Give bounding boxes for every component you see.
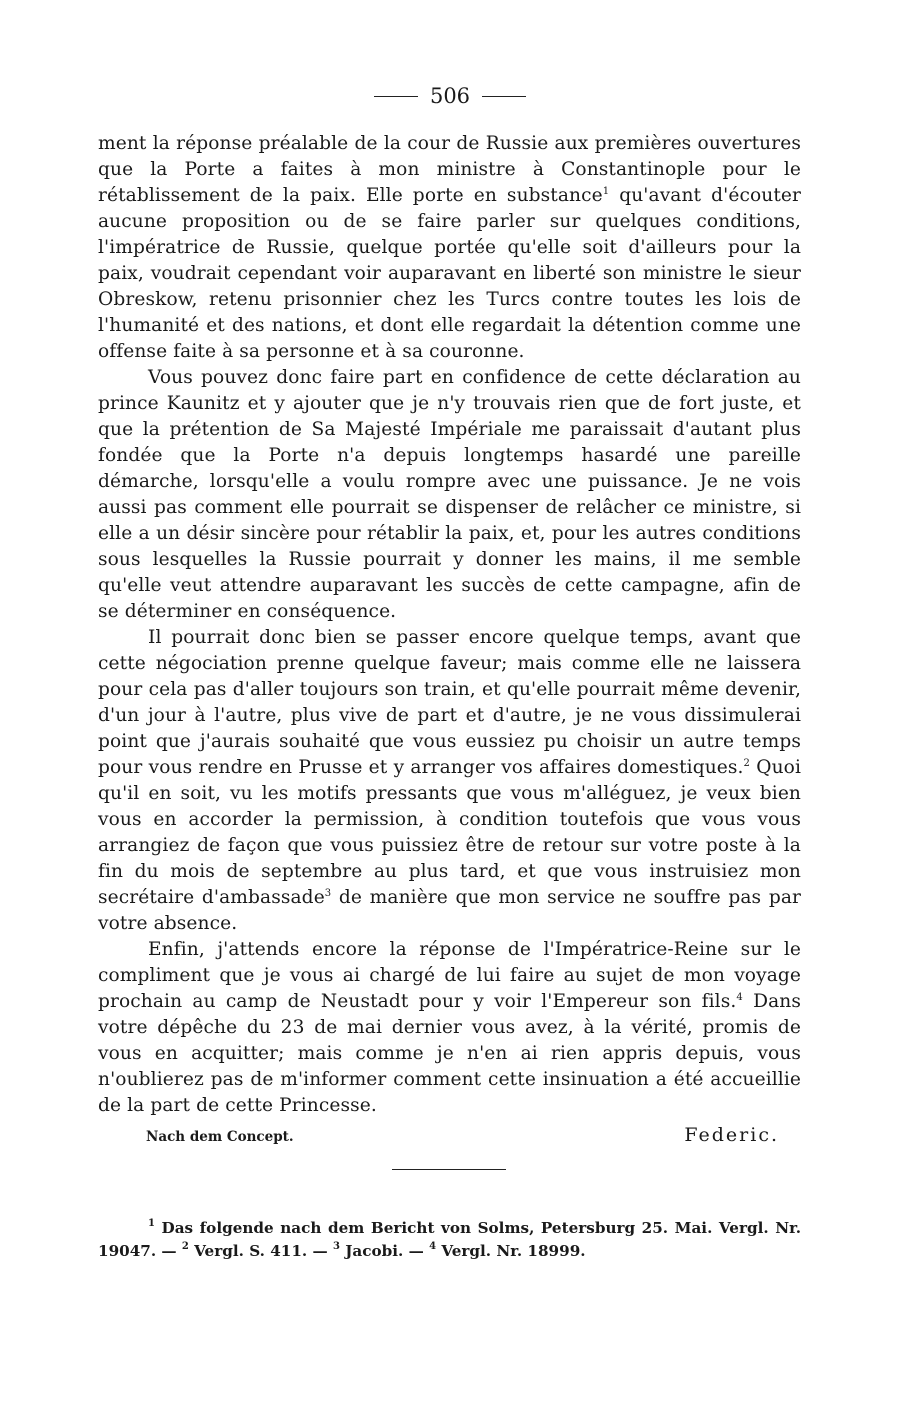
- footnote-divider: [392, 1169, 506, 1170]
- source-note: Nach dem Concept.: [146, 1129, 294, 1145]
- footnotes: [98, 1217, 801, 1263]
- letter-body: [98, 131, 801, 1119]
- paragraph-4: Enfin, j'attends encore la réponse de l'Impératrice-Reine sur le compliment que je vous ai chargé de lui faire au sujet de mon voyage prochain au camp de Neustadt pour y voir l'Empereur son fils.$^4$ Dans votre dépêche du 23 de mai dernier vous avez, à la vérité, promis de vous en acquitter; mais comme je n'en ai rien appris depuis, vous n'oublierez pas de m'informer comment cette insinuation a été accueillie de la part de cette Princesse.: [98, 939, 801, 1116]
- footnote-mark-1: 1: [602, 186, 610, 197]
- footnote-mark-2: 2: [743, 758, 750, 769]
- signature: Federic.: [684, 1124, 779, 1146]
- paragraph-2: Vous pouvez donc faire part en confidence de cette déclaration au prince Kaunitz et y ajouter que je n'y trouvais rien que de fort juste, et que la prétention de Sa Majesté Impériale me paraissait d'autant plus fondée que la Porte n'a depuis longtemps hasardé une pareille démarche, lorsqu'elle a voulu rompre avec une puissance. Je ne vois aussi pas comment elle pourrait se dispenser de relâcher ce ministre, si elle a un désir sincère pour rétablir la paix, et, pour les autres conditions sous lesquelles la Russie pourrait y donner les mains, il me semble qu'elle veut attendre auparavant les succès de cette campagne, afin de se déterminer en conséquence.: [98, 367, 801, 622]
- footnote-text: $^1$ Das folgende nach dem Bericht von Solms, Petersburg 25. Mai. Vergl. Nr. 19047. — $^2$ Vergl. S. 411. — $^3$ Jacobi. — $^4$ Vergl. Nr. 18999.: [98, 1218, 801, 1260]
- letter-closing: [98, 1124, 801, 1154]
- footnote-mark-3: 3: [324, 888, 332, 899]
- paragraph-3: Il pourrait donc bien se passer encore quelque temps, avant que cette négociation prenne quelque faveur; mais comme elle ne laissera pour cela pas d'aller toujours son train, et qu'elle pourrait même devenir, d'un jour à l'autre, plus vive de part et d'autre, je ne vous dissimulerai point que j'aurais souhaité que vous eussiez pu choisir un autre temps pour vous rendre en Prusse et y arranger vos affaires domestiques.$^2$ Quoi qu'il en soit, vu les motifs pressants que vous m'alléguez, je veux bien vous en accorder la permission, à condition toutefois que vous vous arrangiez de façon que vous puissiez être de retour sur votre poste à la fin du mois de septembre au plus tard, et que vous instruisiez mon secrétaire d'ambassade$^3$ de manière que mon service ne souffre pas par votre absence.: [98, 627, 802, 934]
- page-number: 506: [429, 84, 471, 108]
- paragraph-1: ment la réponse préalable de la cour de Russie aux premières ouvertures que la Porte a faites à mon ministre à Constantinople pour le rétablissement de la paix. Elle porte en substance$^1$ qu'avant d'écouter aucune proposition ou de se faire parler sur quelques conditions, l'impératrice de Russie, quelque portée qu'elle soit d'ailleurs pour la paix, voudrait cependant voir auparavant en liberté son ministre le sieur Obreskow, retenu prisonnier chez les Turcs contre toutes les lois de l'humanité et des nations, et dont elle regardait la détention comme une offense faite à sa personne et à sa couronne.: [98, 133, 801, 362]
- header-dash-right: [482, 96, 526, 97]
- footnote-mark-4: 4: [736, 992, 743, 1003]
- header-dash-left: [374, 96, 418, 97]
- page-header: [0, 84, 900, 108]
